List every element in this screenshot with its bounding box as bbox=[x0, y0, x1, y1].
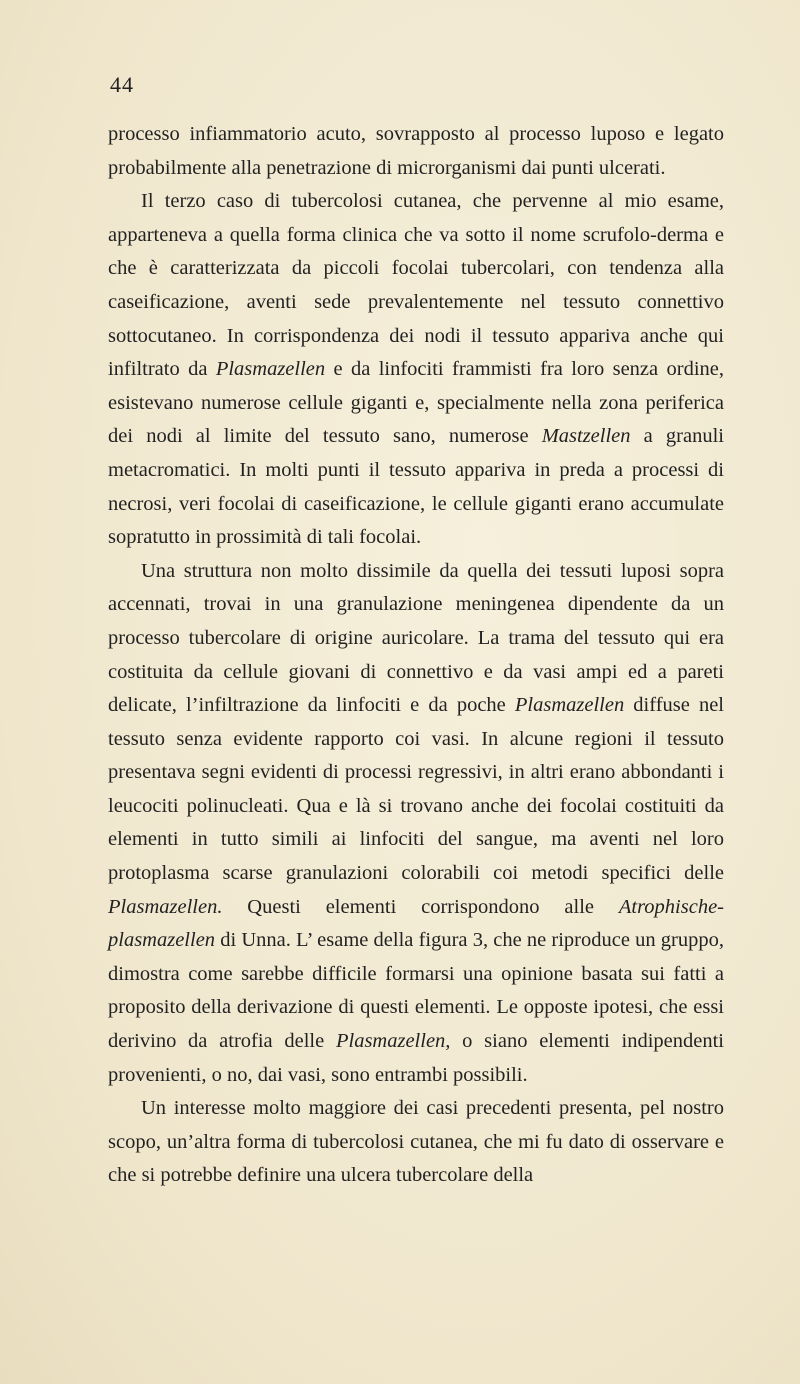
text-run: di Unna. L’ esame della figura 3, che ne riproduce un gruppo, dimostra come sarebbe difficile formarsi una opinione basata sui fatti a proposito della derivazione di questi elementi. Le opposte ipotesi, che essi derivino da atrofia delle bbox=[108, 929, 724, 1053]
paragraph bbox=[108, 1092, 724, 1193]
text-run: diffuse nel tessuto senza evidente rapporto coi vasi. In alcune regioni il tessuto presentava segni evidenti di processi regressivi, in altri erano abbondanti i leucociti polinucleati. Qua e là si trovano anche dei focolai costituiti da elementi in tutto simili ai linfociti del sangue, ma aventi nel loro protoplasma scarse granulazioni colorabili coi metodi specifici delle bbox=[108, 694, 724, 885]
text-run: e da linfociti frammisti fra loro senza ordine, esistevano numerose cellule giganti e, specialmente nella zona periferica dei nodi al limite del tessuto sano, numerose bbox=[108, 358, 724, 448]
text-run: o siano elementi indipendenti provenienti, o no, dai vasi, sono entrambi possibili. bbox=[108, 1030, 724, 1086]
text-run: Un interesse molto maggiore dei casi precedenti presenta, pel nostro scopo, un’altra forma di tubercolosi cutanea, che mi fu dato di osservare e che si potrebbe definire una ulcera tubercolare della bbox=[108, 1097, 724, 1187]
text-run: Questi elementi corrispondono alle bbox=[222, 895, 619, 918]
paragraph bbox=[108, 118, 724, 185]
italic-term: Mastzellen bbox=[541, 425, 631, 448]
text-run: processo infiammatorio acuto, sovrapposto al processo luposo e legato probabilmente alla penetrazione di microrganismi dai punti ulcerati. bbox=[108, 123, 724, 179]
text-run: Una struttura non molto dissimile da quella dei tessuti luposi sopra accennati, trovai in una granulazione meningenea dipendente da un processo tubercolare di origine auricolare. La trama del tessuto qui era costituita da cellule giovani di connettivo e da vasi ampi ed a pareti delicate, l’infiltrazione da linfociti e da poche bbox=[108, 559, 724, 717]
italic-term: Plasmazellen bbox=[514, 694, 625, 717]
paragraph bbox=[108, 185, 724, 555]
text-run: a granuli metacromatici. In molti punti il tessuto appariva in preda a processi di necrosi, veri focolai di caseificazione, le cellule giganti erano accumulate sopratutto in prossimità di tali focolai. bbox=[108, 425, 724, 549]
italic-term: Plasmazellen, bbox=[335, 1030, 451, 1053]
italic-term: Plasmazellen bbox=[215, 358, 326, 381]
page-number: 44 bbox=[110, 72, 134, 97]
italic-term: Atrophische-plasmazellen bbox=[108, 895, 724, 952]
body-text bbox=[108, 118, 724, 1193]
paragraph bbox=[108, 555, 724, 1093]
text-run: Il terzo caso di tubercolosi cutanea, che pervenne al mio esame, apparteneva a quella forma clinica che va sotto il nome scrufolo-derma e che è caratterizzata da piccoli focolai tubercolari, con tendenza alla caseificazione, aventi sede prevalentemente nel tessuto connettivo sottocutaneo. In corrispondenza dei nodi il tessuto appariva anche qui infiltrato da bbox=[108, 190, 724, 381]
italic-term: Plasmazellen. bbox=[108, 895, 223, 918]
